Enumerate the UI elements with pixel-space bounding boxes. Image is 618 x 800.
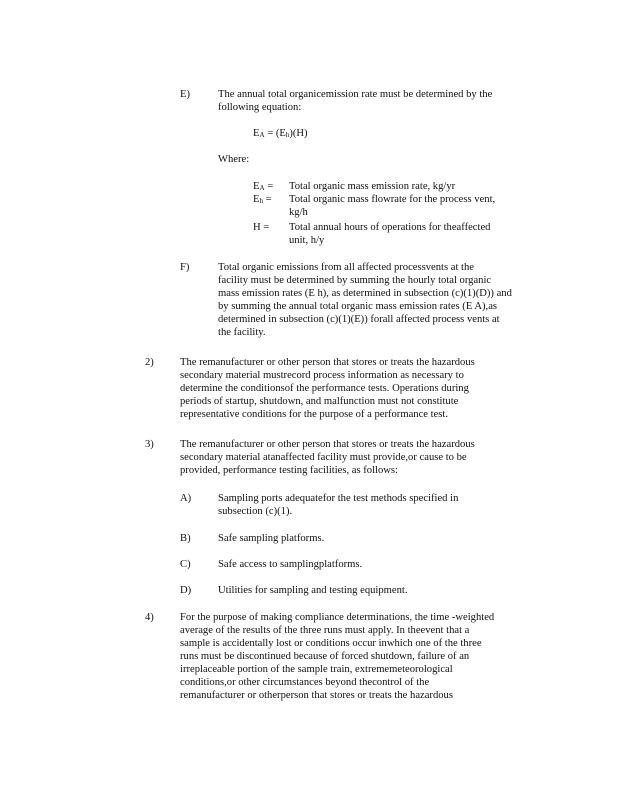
item-f-label: F) bbox=[180, 262, 190, 273]
item-e-line-1: The annual total organicemission rate must be determined by the bbox=[218, 89, 493, 100]
item-3c-label: C) bbox=[180, 559, 191, 570]
item-3b-label: B) bbox=[180, 533, 191, 544]
def-ea-text: Total organic mass emission rate, kg/yr bbox=[289, 181, 456, 192]
item-e-text bbox=[218, 88, 492, 114]
item-3d-label: D) bbox=[180, 585, 192, 596]
item-3a-text: Sampling ports adequatefor the test methods specified in subsection (c)(1). bbox=[218, 493, 459, 517]
item-e-label: E) bbox=[180, 89, 190, 100]
item-f-text: Total organic emissions from all affected processvents at the facility must be determined by summing the hourly total organic mass emission rates (E h), as determined in subsection (c)(1)(D)) and by summing the annual total organic mass emission rates (E A),as determined in subsection (c)(1)(E)) forall affected process vents at the facility. bbox=[218, 262, 512, 338]
def-h-text: Total annual hours of operations for theaffected unit, h/y bbox=[289, 222, 491, 246]
item-4-text: For the purpose of making compliance determinations, the time -weighted average of the results of the three runs must apply. In theevent that a sample is accidentally lost or conditions occur inwhich one of the three runs must be discontinued because of forced shutdown, failure of an irreplaceable portion of the sample train, extrememeteorological conditions,or other circumstances beyond thecontrol of the remanufacturer or otherperson that stores or treats the hazardous bbox=[180, 612, 495, 701]
def-h-symbol: H = bbox=[253, 222, 270, 233]
def-eh-text: Total organic mass flowrate for the process vent, kg/h bbox=[289, 194, 496, 218]
item-2-label: 2) bbox=[145, 357, 154, 368]
equation: $E_A = (E_h)(H)$ bbox=[253, 128, 308, 139]
item-e-line-2: following equation: bbox=[218, 102, 302, 113]
def-ea-symbol: $E_A$ = bbox=[253, 181, 274, 192]
item-2-text: The remanufacturer or other person that stores or treats the hazardous secondary material mustrecord process information as necessary to determine the conditionsof the performance tests. Operations during periods of startup, shutdown, and malfunction must not constitute representative conditions for the purpose of a performance test. bbox=[180, 357, 475, 420]
item-3d-text: Utilities for sampling and testing equipment. bbox=[218, 585, 408, 596]
item-3-text: The remanufacturer or other person that stores or treats the hazardous secondary material atanaffected facility must provide,or cause to be provided, performance testing facilities, as follows: bbox=[180, 439, 475, 476]
item-4-label: 4) bbox=[145, 612, 154, 623]
where-label: Where: bbox=[218, 154, 250, 165]
def-eh-symbol: $E_h$ = bbox=[253, 194, 272, 205]
item-3c-text: Safe access to samplingplatforms. bbox=[218, 559, 363, 570]
item-3a-label: A) bbox=[180, 493, 192, 504]
item-3-label: 3) bbox=[145, 439, 154, 450]
item-3b-text: Safe sampling platforms. bbox=[218, 533, 325, 544]
